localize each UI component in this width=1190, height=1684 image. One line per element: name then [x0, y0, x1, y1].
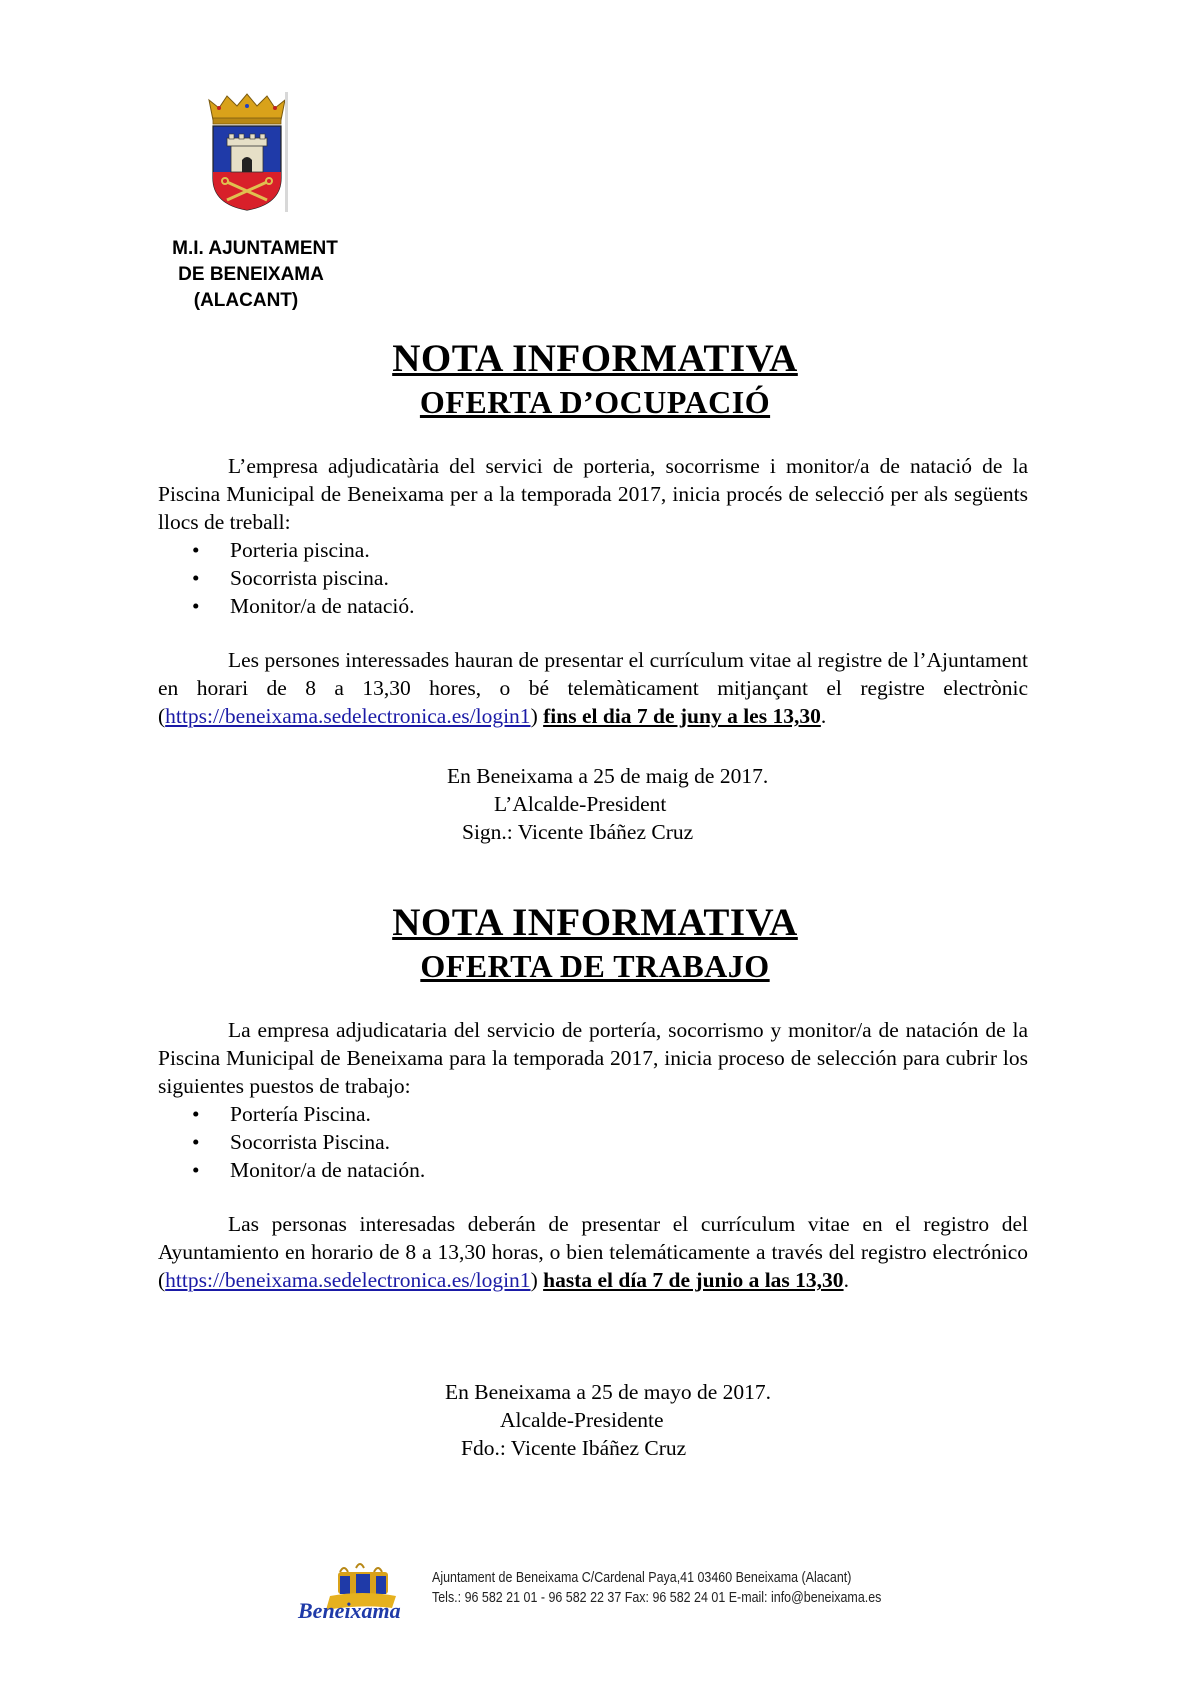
job-list-valencian	[158, 536, 414, 620]
apply-paragraph-valencian: Les persones interessades hauran de presentar el currículum vitae al registre de l’Ajuntament en horari de 8 a 13,30 hores, o bé telemàticament mitjançant el registre electrònic (https://beneixama.sedelectronica.es/login1) fins el dia 7 de juny a les 13,30.	[158, 648, 1028, 728]
org-line: M.I. AJUNTAMENT	[172, 238, 338, 259]
org-line: DE BENEIXAMA	[178, 264, 324, 285]
beneixama-logo-icon	[296, 1562, 416, 1622]
job-list-spanish	[158, 1100, 425, 1184]
date-line-valencian: En Beneixama a 25 de maig de 2017.	[447, 764, 769, 788]
date-line-spanish: En Beneixama a 25 de mayo de 2017.	[445, 1380, 771, 1404]
role-line-spanish: Alcalde-Presidente	[500, 1408, 664, 1432]
list-item: • Socorrista piscina.	[192, 566, 389, 590]
footer-contact	[432, 1568, 881, 1608]
notice-title-valencian: NOTA INFORMATIVA	[392, 337, 798, 380]
deadline: fins el dia 7 de juny a les 13,30	[543, 704, 821, 728]
notice-title-spanish: NOTA INFORMATIVA	[392, 901, 798, 944]
signature-line-valencian: Sign.: Vicente Ibáñez Cruz	[462, 820, 694, 844]
list-item: • Socorrista Piscina.	[192, 1130, 391, 1154]
list-item: • Porteria piscina.	[192, 538, 370, 562]
logo-wordmark: Beneixama	[298, 1598, 401, 1622]
intro-paragraph-valencian: L’empresa adjudicatària del servici de porteria, socorrisme i monitor/a de natació de la Piscina Municipal de Beneixama per a la temporada 2017, inicia procés de selecció per als següents llocs de treball:	[158, 454, 1028, 534]
notice-subtitle-spanish: OFERTA DE TRABAJO	[420, 948, 770, 984]
org-line: (ALACANT)	[193, 290, 299, 311]
footer-phones: Tels.: 96 582 21 01 - 96 582 22 37 Fax: 96 582 24 01 E-mail: info@beneixama.es	[432, 1590, 882, 1606]
coat-of-arms-icon	[205, 92, 290, 212]
signature-line-spanish: Fdo.: Vicente Ibáñez Cruz	[461, 1436, 687, 1460]
list-item: • Portería Piscina.	[192, 1102, 371, 1126]
role-line-valencian: L’Alcalde-President	[494, 792, 667, 816]
organization-name	[150, 236, 360, 314]
registry-link[interactable]: https://beneixama.sedelectronica.es/login1	[165, 704, 531, 728]
apply-paragraph-spanish: Las personas interesadas deberán de presentar el currículum vitae en el registro del Ayuntamiento en horario de 8 a 13,30 horas, o bien telemáticamente a través del registro electrónico (https://beneixama.sedelectronica.es/login1) hasta el día 7 de junio a las 13,30.	[158, 1212, 1028, 1292]
crest-divider	[285, 92, 288, 212]
list-item: • Monitor/a de natació.	[192, 594, 415, 618]
deadline: hasta el día 7 de junio a las 13,30	[543, 1268, 844, 1292]
registry-link[interactable]: https://beneixama.sedelectronica.es/login1	[165, 1268, 531, 1292]
intro-paragraph-spanish: La empresa adjudicataria del servicio de portería, socorrismo y monitor/a de natación de la Piscina Municipal de Beneixama para la temporada 2017, inicia proceso de selección para cubrir los siguientes puestos de trabajo:	[158, 1018, 1028, 1098]
list-item: • Monitor/a de natación.	[192, 1158, 426, 1182]
notice-subtitle-valencian: OFERTA D’OCUPACIÓ	[419, 384, 771, 420]
footer-address: Ajuntament de Beneixama C/Cardenal Paya,41 03460 Beneixama (Alacant)	[432, 1570, 852, 1586]
